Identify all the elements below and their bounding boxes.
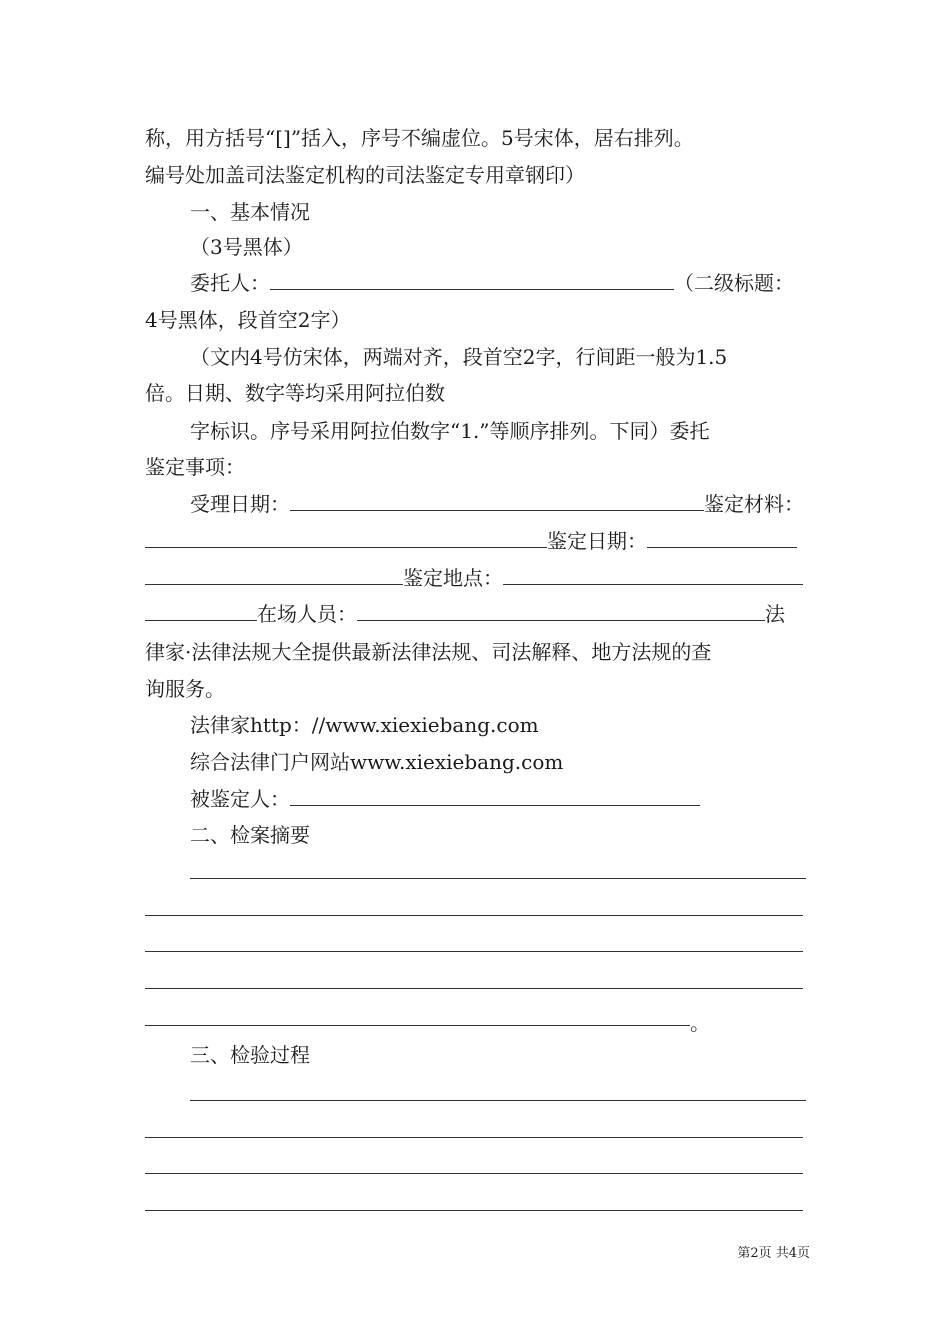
blank-materials [145, 529, 547, 548]
field-row-appraisal-date [145, 528, 810, 554]
blank-line [190, 1100, 806, 1101]
field-row-location [145, 565, 810, 591]
text-line: 鉴定事项： [145, 455, 245, 479]
period-mark: 。 [690, 1011, 710, 1035]
blank-location-cont [145, 602, 257, 621]
blank-line [145, 951, 803, 952]
text-line: 律家·法律法规大全提供最新法律法规、司法解释、地方法规的查 [145, 640, 712, 664]
field-label-client: 委托人： [190, 271, 270, 295]
text-fragment: （二级标题： [674, 271, 794, 295]
field-row-client [190, 270, 810, 296]
page-number: 第2页 共4页 [737, 1246, 810, 1261]
blank-line [190, 878, 806, 879]
blank-present [357, 602, 765, 621]
section-heading-inspection: 三、检验过程 [190, 1043, 310, 1067]
field-row-appraisee [190, 786, 810, 812]
text-line: 称，用方括号“[]”括入，序号不编虚位。5号宋体，居右排列。 [145, 126, 694, 150]
text-line: 字标识。序号采用阿拉伯数字“1.”等顺序排列。下同）委托 [190, 419, 710, 443]
blank-accept-date [290, 492, 704, 511]
blank-line [145, 1025, 690, 1026]
field-label-materials: 鉴定材料： [704, 492, 804, 516]
field-label-appraisal-date: 鉴定日期： [547, 529, 647, 553]
blank-line [145, 1173, 803, 1174]
blank-line [145, 1210, 803, 1211]
website-line: 综合法律门户网站www.xiexiebang.com [190, 750, 564, 774]
section-heading-case-summary: 二、检案摘要 [190, 823, 310, 847]
section-heading-basic-info: 一、基本情况 [190, 200, 310, 224]
text-line: 倍。日期、数字等均采用阿拉伯数 [145, 381, 445, 405]
field-label-location: 鉴定地点： [403, 566, 503, 590]
blank-location [503, 566, 803, 585]
blank-client [270, 271, 674, 290]
blank-line [145, 988, 803, 989]
field-label-accept-date: 受理日期： [190, 492, 290, 516]
field-label-appraisee: 被鉴定人： [190, 787, 290, 811]
blank-appraisee [290, 787, 700, 806]
field-label-present: 在场人员： [257, 602, 357, 626]
blank-appraisal-date-cont [145, 566, 403, 585]
field-row-accept-date [190, 491, 810, 517]
blank-line [145, 1137, 803, 1138]
blank-appraisal-date [647, 529, 797, 548]
website-link-line: 法律家http：//www.xiexiebang.com [190, 713, 539, 737]
text-line: 4号黑体，段首空2字） [145, 308, 351, 332]
text-line: （文内4号仿宋体，两端对齐，段首空2字，行间距一般为1.5 [190, 345, 728, 369]
text-line: 询服务。 [145, 677, 225, 701]
field-row-present [145, 601, 810, 627]
blank-line [145, 915, 803, 916]
text-line: （3号黑体） [190, 235, 303, 259]
text-line: 编号处加盖司法鉴定机构的司法鉴定专用章钢印） [145, 163, 585, 187]
text-fragment: 法 [765, 602, 785, 626]
